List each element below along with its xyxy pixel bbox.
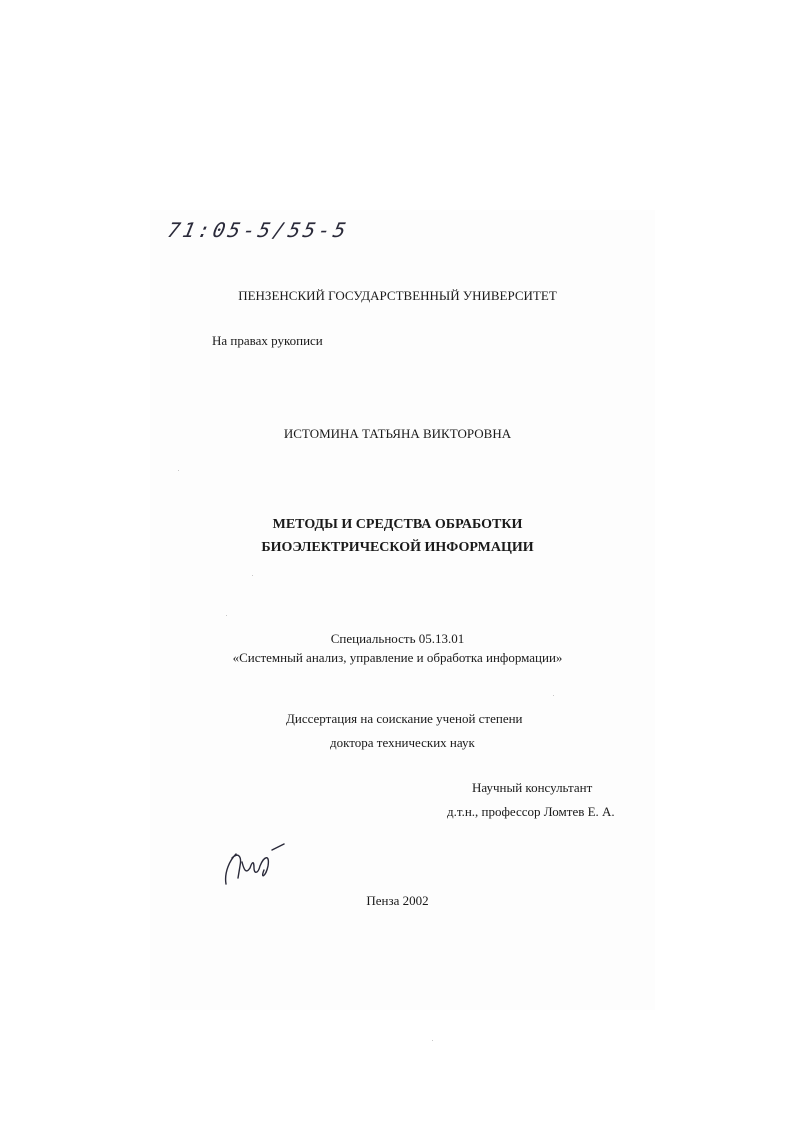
scan-speck <box>226 615 227 616</box>
scan-speck <box>178 470 179 471</box>
scan-speck <box>252 575 253 576</box>
author-name: ИСТОМИНА ТАТЬЯНА ВИКТОРОВНА <box>283 426 512 441</box>
scan-speck <box>553 695 554 696</box>
scan-speck <box>432 1040 433 1041</box>
advisor-name: д.т.н., профессор Ломтев Е. А. <box>447 804 615 819</box>
specialty-name: «Системный анализ, управление и обработка информации» <box>232 650 563 665</box>
advisor-label: Научный консультант <box>472 780 593 795</box>
dissertation-title-line1: МЕТОДЫ И СРЕДСТВА ОБРАБОТКИ <box>272 517 523 532</box>
manuscript-rights: На правах рукописи <box>212 333 323 348</box>
dissertation-degree-line1: Диссертация на соискание ученой степени <box>286 711 523 726</box>
city-year: Пенза 2002 <box>366 893 429 908</box>
specialty-code: Специальность 05.13.01 <box>330 631 465 646</box>
catalog-number: 71:05-5/55-5 <box>165 218 352 242</box>
dissertation-title-line2: БИОЭЛЕКТРИЧЕСКОЙ ИНФОРМАЦИИ <box>261 540 534 555</box>
university-name: ПЕНЗЕНСКИЙ ГОСУДАРСТВЕННЫЙ УНИВЕРСИТЕТ <box>238 288 557 303</box>
handwritten-signature <box>220 832 290 892</box>
dissertation-degree-line2: доктора технических наук <box>330 735 475 750</box>
